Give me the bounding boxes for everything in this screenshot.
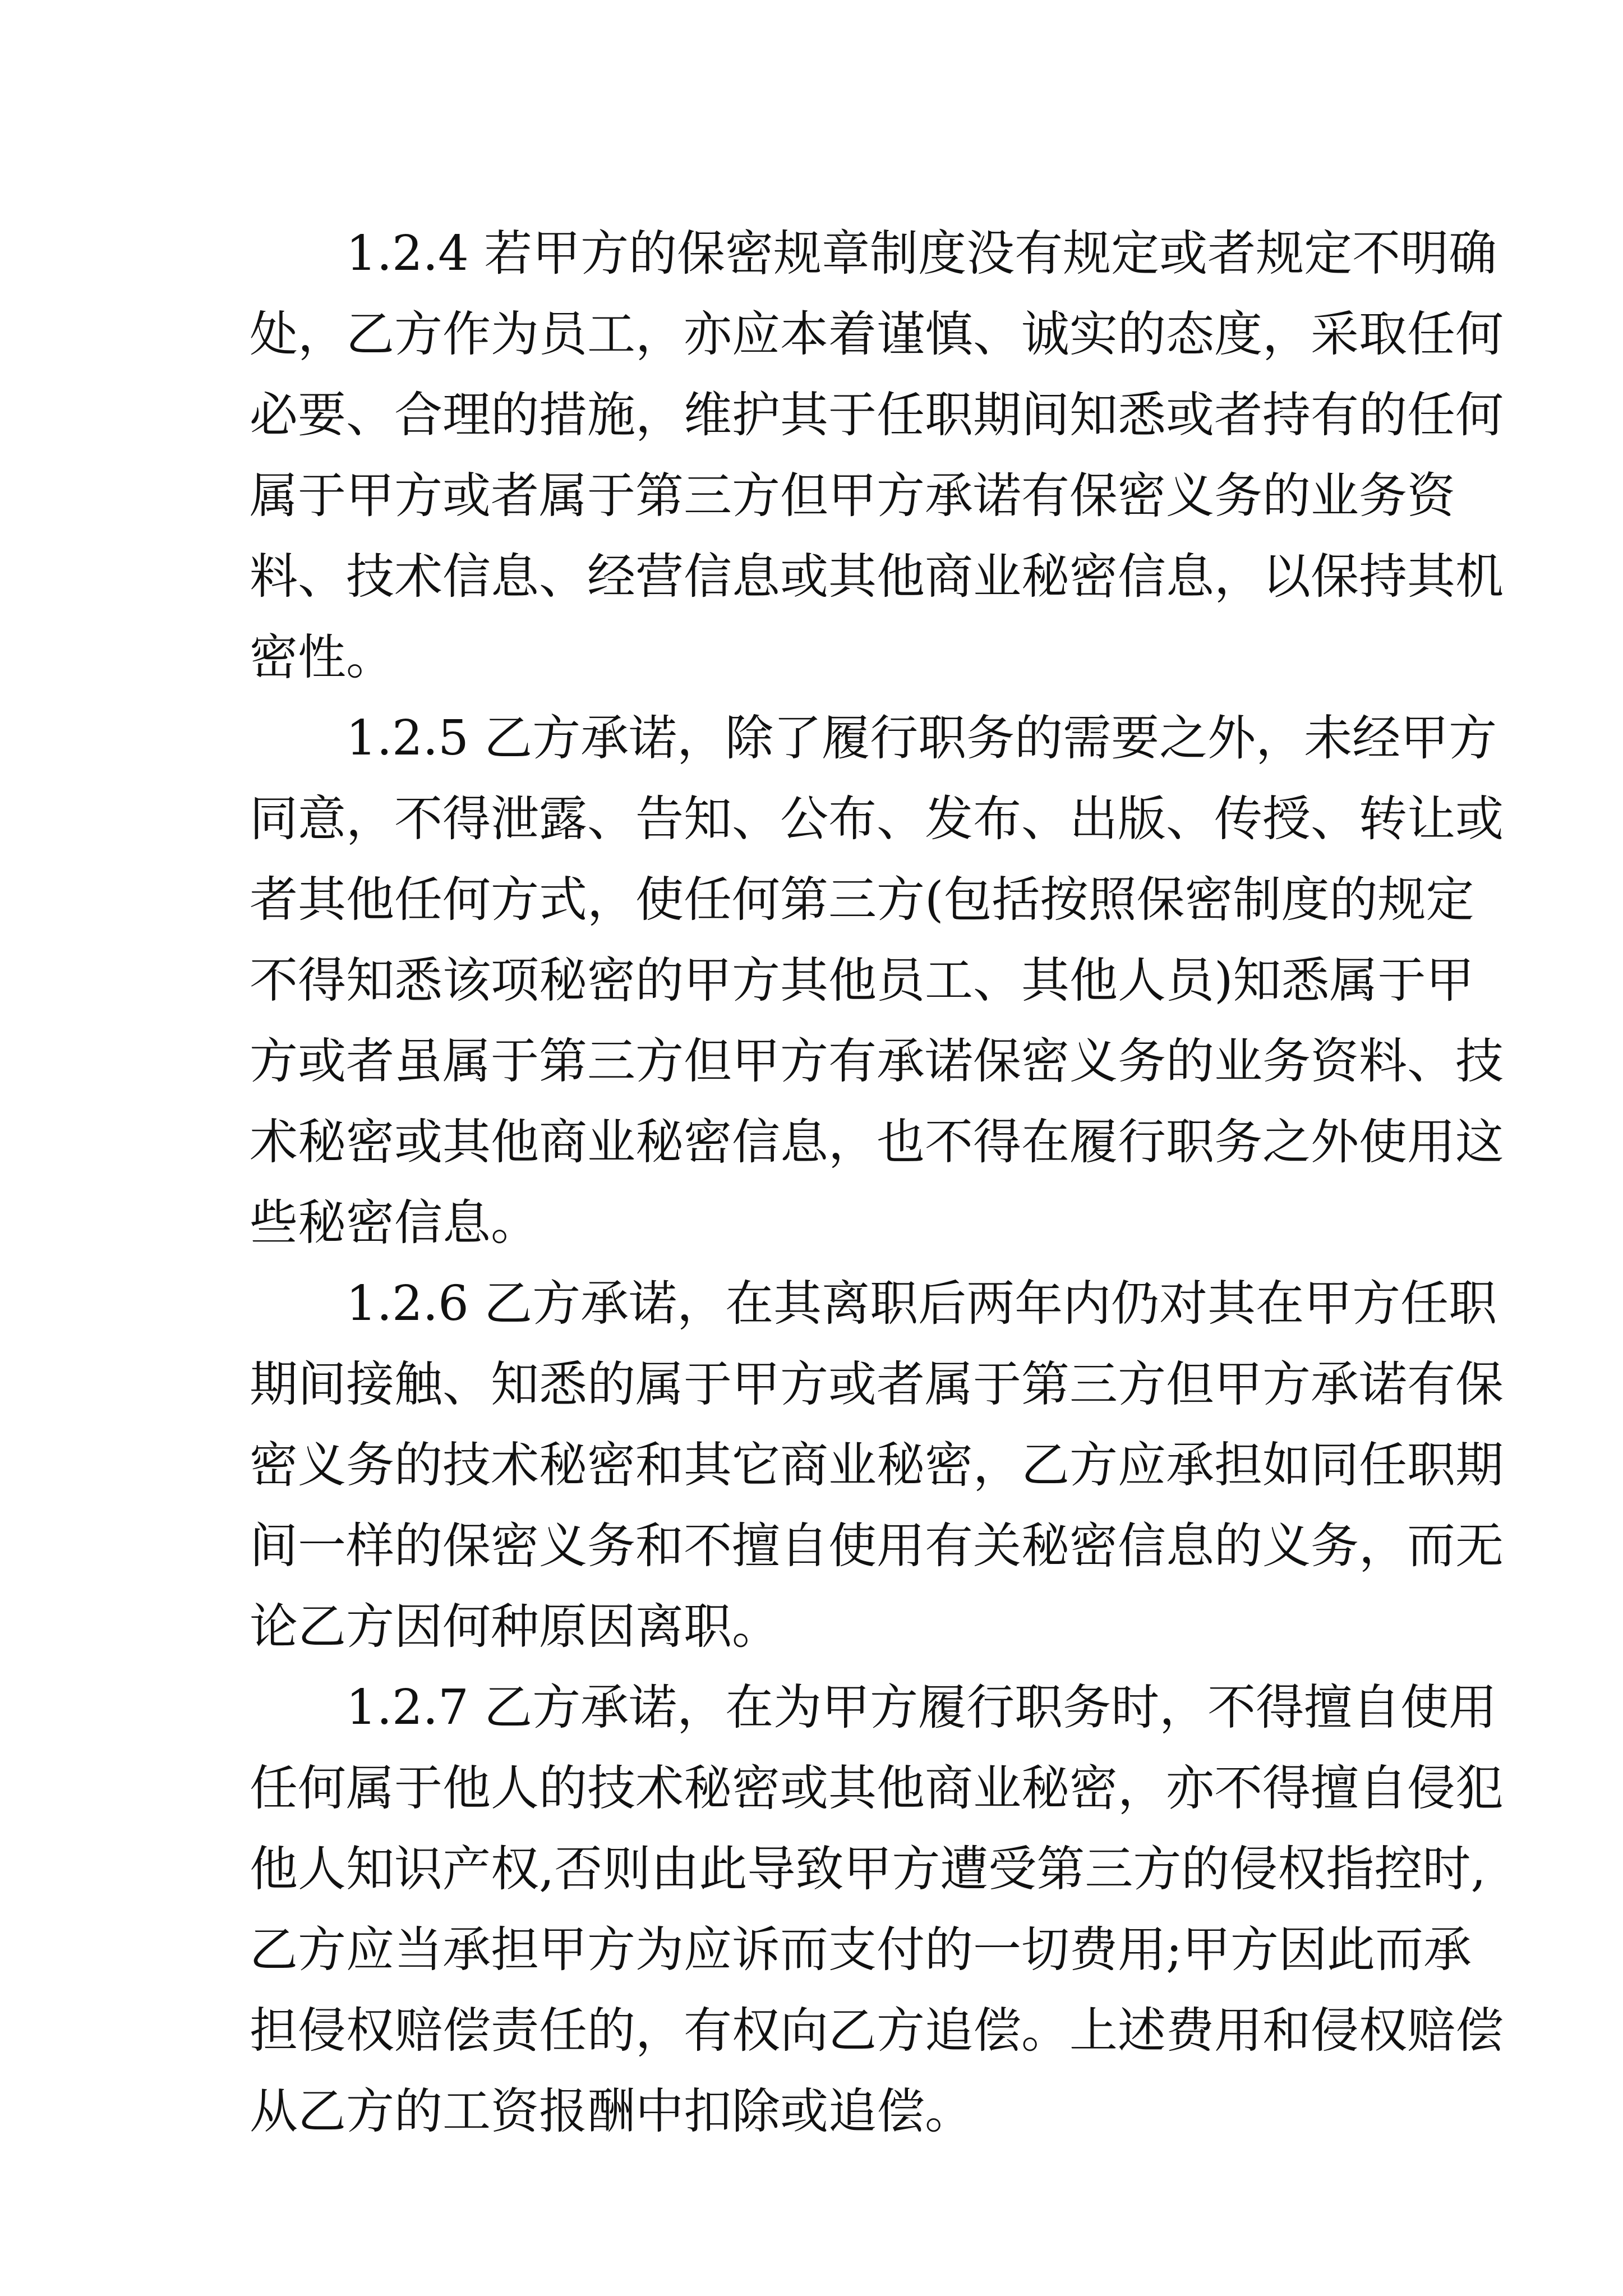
clause-line: 间一样的保密义务和不擅自使用有关秘密信息的义务，而无	[250, 1518, 1504, 1574]
clause-line: 同意，不得泄露、告知、公布、发布、出版、传授、转让或	[250, 791, 1504, 847]
clause-line: 论乙方因何种原因离职。	[250, 1599, 780, 1655]
clause-line: 任何属于他人的技术秘密或其他商业秘密，亦不得擅自侵犯	[250, 1760, 1504, 1816]
clause-line: 密性。	[250, 629, 394, 685]
clause-line: 些秘密信息。	[250, 1195, 539, 1251]
clause-line: 担侵权赔偿责任的，有权向乙方追偿。上述费用和侵权赔偿	[250, 2003, 1504, 2059]
clause-1-2-7	[250, 1667, 1504, 2152]
clause-line: 1.2.5 乙方承诺，除了履行职务的需要之外，未经甲方	[346, 710, 1497, 766]
clause-line: 术秘密或其他商业秘密信息，也不得在履行职务之外使用这	[250, 1114, 1504, 1170]
clause-line: 乙方应当承担甲方为应诉而支付的一切费用;甲方因此而承	[250, 1922, 1472, 1978]
clause-line: 他人知识产权,否则由此导致甲方遭受第三方的侵权指控时,	[250, 1841, 1486, 1897]
clause-1-2-4	[250, 213, 1504, 698]
clause-line: 1.2.6 乙方承诺，在其离职后两年内仍对其在甲方任职	[346, 1276, 1497, 1332]
document-body	[250, 213, 1504, 2152]
clause-line: 必要、合理的措施，维护其于任职期间知悉或者持有的任何	[250, 387, 1504, 443]
clause-line: 方或者虽属于第三方但甲方有承诺保密义务的业务资料、技	[250, 1033, 1504, 1089]
clause-1-2-6	[250, 1263, 1504, 1667]
clause-line: 从乙方的工资报酬中扣除或追偿。	[250, 2083, 973, 2139]
clause-line: 1.2.7 乙方承诺，在为甲方履行职务时，不得擅自使用	[346, 1680, 1497, 1736]
clause-1-2-5	[250, 698, 1504, 1263]
clause-line: 处，乙方作为员工，亦应本着谨慎、诚实的态度，采取任何	[250, 306, 1504, 362]
clause-line: 1.2.4 若甲方的保密规章制度没有规定或者规定不明确	[346, 226, 1497, 282]
clause-line: 料、技术信息、经营信息或其他商业秘密信息，以保持其机	[250, 549, 1504, 605]
clause-line: 者其他任何方式，使任何第三方(包括按照保密制度的规定	[250, 872, 1474, 928]
clause-line: 不得知悉该项秘密的甲方其他员工、其他人员)知悉属于甲	[250, 953, 1474, 1009]
clause-line: 密义务的技术秘密和其它商业秘密，乙方应承担如同任职期	[250, 1437, 1504, 1493]
clause-line: 属于甲方或者属于第三方但甲方承诺有保密义务的业务资	[250, 468, 1455, 524]
clause-line: 期间接触、知悉的属于甲方或者属于第三方但甲方承诺有保	[250, 1356, 1504, 1412]
